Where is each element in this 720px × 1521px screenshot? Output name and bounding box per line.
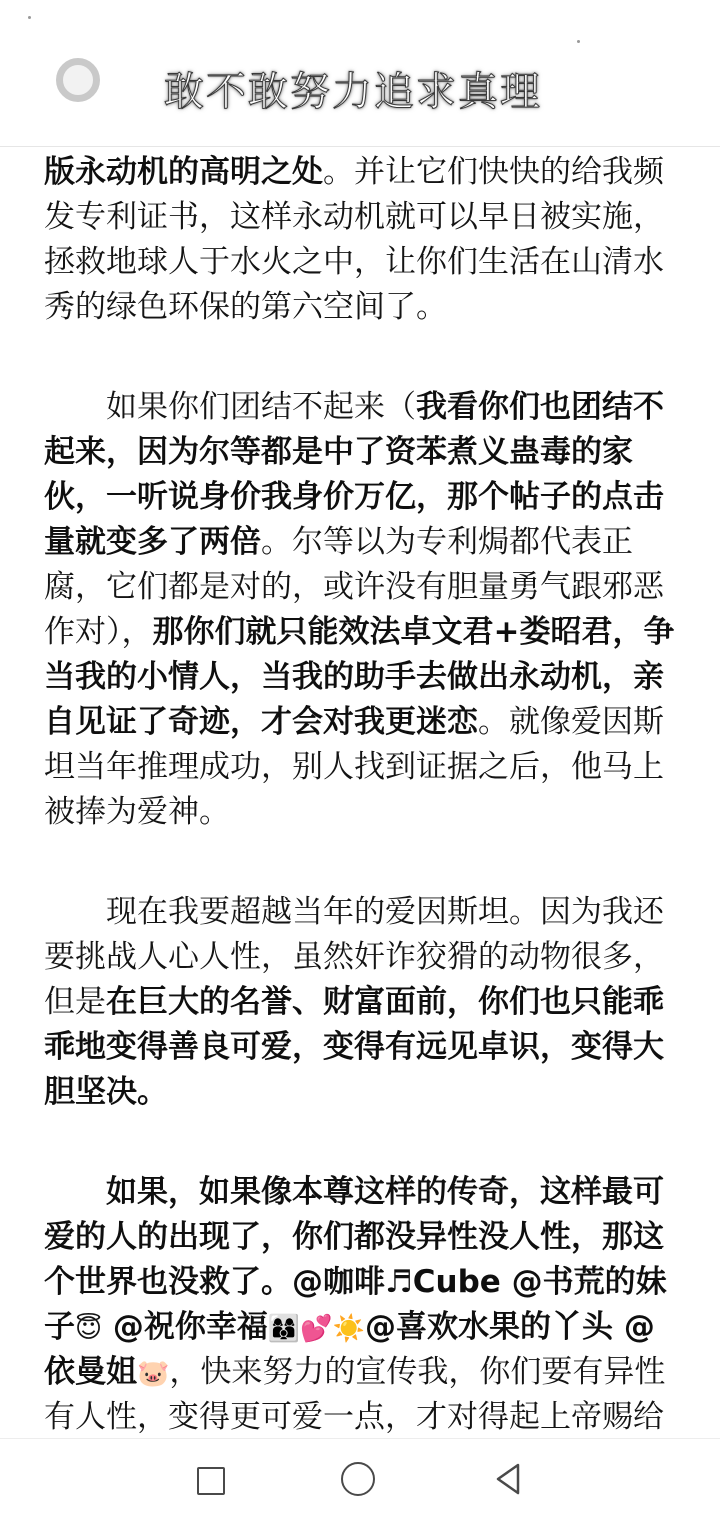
circle-icon[interactable]: [56, 58, 100, 102]
body-text: 。尔等以为专利焗都代表正腐，它们都是对的，或许没有胆量勇气跟邪恶作对），: [44, 524, 664, 650]
system-nav-bar: [0, 1438, 720, 1521]
bold-text: 那你们就只能效法卓文君+娄昭君，争当我的小情人，当我的助手去做出永动机，亲自见证了奇迹，才会对我更迷恋: [44, 614, 675, 740]
app-header: [0, 0, 720, 147]
body-text: 。就像爱因斯坦当年推理成功，别人找到证据之后，他马上被捧为爱神。: [44, 704, 664, 830]
back-triangle-icon[interactable]: [492, 1461, 524, 1497]
body-text: ，快来努力的宣传我，你们要有异性有人性，变得更可爱一点，才对得起上帝赐给: [44, 1354, 666, 1435]
circle-icon[interactable]: [341, 1462, 375, 1496]
square-icon[interactable]: [197, 1467, 225, 1495]
bold-text-mentions[interactable]: 如果，如果像本尊这样的传奇，这样最可爱的人的出现了，你们都没异性没人性，那这个世界也没救了。@咖啡♬Cube @书荒的妹子: [44, 1174, 667, 1345]
paragraph-2: [44, 385, 680, 835]
bold-text: 我看你们也团结不起来，因为尔等都是中了资苯煮义蛊毒的家伙，一听说身价我身价万亿，那个帖子的点击量就变多了两倍: [44, 389, 664, 560]
paragraph-3: [44, 890, 680, 1115]
page-title: 敢不敢努力追求真理: [164, 69, 542, 115]
body-text: 现在我要超越当年的爱因斯坦。因为我还要挑战人心人性，虽然奸诈狡猾的动物很多，但是: [44, 894, 664, 1020]
angel-emoji-icon: 😇: [75, 1314, 103, 1344]
post-body: [44, 150, 680, 1485]
bold-text: 版永动机的高明之处: [44, 154, 323, 190]
body-text: 。并让它们快快的给我频发专利证书，这样永动机就可以早日被实施，拯救地球人于水火之中，让你们生活在山清水秀的绿色环保的第六空间了。: [44, 154, 664, 325]
pig-emoji-icon: 🐷: [137, 1359, 170, 1389]
sun-emoji-icon: ☀️: [332, 1314, 366, 1344]
dust-speck: [577, 40, 580, 43]
bold-text: 在巨大的名誉、财富面前，你们也只能乖乖地变得善良可爱，变得有远见卓识，变得大胆坚决。: [44, 984, 664, 1110]
mention-link[interactable]: @祝你幸福: [102, 1309, 268, 1345]
body-text: 如果你们团结不起来（: [106, 389, 416, 425]
dust-speck: [28, 16, 31, 19]
family-hearts-emoji-icon: 👩‍👩‍👦💕: [267, 1314, 333, 1344]
mention-link[interactable]: @喜欢水果的丫头 @依曼姐: [44, 1309, 655, 1390]
paragraph-1: [44, 150, 680, 330]
